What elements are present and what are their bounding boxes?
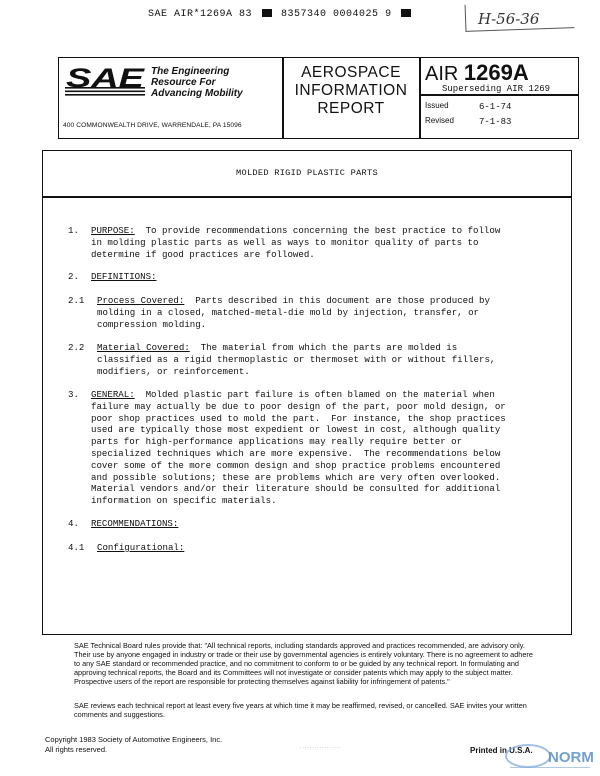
section-heading: GENERAL: xyxy=(91,389,135,400)
section-line: cover some of the more common design and shop practice problems encountered xyxy=(91,459,501,471)
copyright-line: Copyright 1983 Society of Automotive Engineers, Inc. xyxy=(45,735,223,744)
section-line: information on specific materials. xyxy=(91,495,277,507)
black-block-icon xyxy=(262,9,272,17)
copyright-line: All rights reserved. xyxy=(45,745,108,754)
tagline-line: The Engineering xyxy=(151,66,230,77)
section-heading: Material Covered: xyxy=(97,342,190,353)
revised-date: 7-1-83 xyxy=(479,117,512,127)
review-notice: SAE reviews each technical report at least every five years at which time it may be reaffirmed, revised, or cancelled. SAE invites your written comments and suggestions. xyxy=(74,701,527,719)
section-material-covered xyxy=(97,342,495,377)
watermark-text: NORM xyxy=(548,749,594,766)
section-configurational xyxy=(97,542,184,554)
section-line: specialized techniques which are more expensive. The recommendations below xyxy=(91,447,501,459)
sae-logo-text: SAE xyxy=(66,65,146,93)
section-definitions xyxy=(91,271,157,283)
section-line: compression molding. xyxy=(97,318,207,330)
report-type-line: AEROSPACE xyxy=(301,64,401,81)
section-line: Material vendors and/or their literature should be consulted for additional xyxy=(91,483,501,495)
section-general xyxy=(91,389,506,507)
section-line: parts for high-performance applications may really require better or xyxy=(91,436,463,448)
faint-stamp: · · · · · · · · · · · · · · · · · xyxy=(300,745,341,750)
section-line: The material from which the parts are molded is xyxy=(200,342,458,353)
document-title: MOLDED RIGID PLASTIC PARTS xyxy=(236,168,378,178)
header-divider xyxy=(419,94,578,96)
document-number xyxy=(425,60,529,86)
section-line: Molded plastic part failure is often blamed on the material when xyxy=(145,389,495,400)
section-number: 3. xyxy=(68,389,79,400)
section-line: determine if good practices are followed. xyxy=(91,248,315,260)
superseding-note: Superseding AIR 1269 xyxy=(442,84,551,94)
section-number: 2.2 xyxy=(68,342,85,353)
section-recommendations xyxy=(91,518,178,530)
section-line: in molding plastic parts as well as ways to monitor quality of parts to xyxy=(91,236,479,248)
section-heading: Configurational: xyxy=(97,542,185,553)
norm-watermark-logo-icon xyxy=(500,742,595,772)
section-line: used are typically those most expedient or lowest in cost, although quality xyxy=(91,424,501,436)
section-line: and possible solutions; these are problems which are very often overlooked. xyxy=(91,471,501,483)
sae-address: 400 COMMONWEALTH DRIVE, WARRENDALE, PA 15096 xyxy=(63,122,242,129)
section-number: 4.1 xyxy=(68,542,85,553)
printed-in-usa: Printed in U.S.A. xyxy=(470,746,533,755)
section-heading: DEFINITIONS: xyxy=(91,271,157,282)
section-line: molding in a closed, matched-metal-die mold by injection, transfer, or xyxy=(97,306,479,318)
section-line: To provide recommendations concerning the best practice to follow xyxy=(145,225,501,236)
black-block-icon xyxy=(401,9,411,17)
header-divider xyxy=(419,58,421,138)
section-line: classified as a rigid thermoplastic or thermoset with or without fillers, xyxy=(97,353,496,365)
sae-logo-icon xyxy=(65,65,147,97)
technical-board-notice: SAE Technical Board rules provide that: "All technical reports, including standards approved and practices recommended, are advisory only. Their use by anyone engaged in industry or trade or their use by governmental agencies is entirely voluntary. There is no agreement to adhere to any SAE standard or recommended practice, and no commitment to conform to or be guided by any technical report. In formulating and approving technical reports, the Board and its Committees will not investigate or consider patents which may apply to the subject matter. Prospective users of the report are responsible for protecting themselves against liability for infringement of patents." xyxy=(74,641,533,686)
issued-date: 6-1-74 xyxy=(479,102,512,112)
section-line: modifiers, or reinforcement. xyxy=(97,365,250,377)
section-line: poor shop practices used to mold the part. For instance, the shop practices xyxy=(91,412,506,424)
report-type-title xyxy=(284,64,418,118)
title-divider xyxy=(42,196,572,198)
section-number: 2. xyxy=(68,271,79,282)
section-heading: RECOMMENDATIONS: xyxy=(91,518,179,529)
section-number: 4. xyxy=(68,518,79,529)
tagline-line: Resource For xyxy=(151,77,216,88)
handwritten-note: H-56-36 xyxy=(478,10,540,28)
copyright-notice xyxy=(45,735,222,755)
section-heading: PURPOSE: xyxy=(91,225,135,236)
section-process-covered xyxy=(97,295,490,330)
tagline-line: Advancing Mobility xyxy=(151,88,243,99)
section-purpose xyxy=(91,225,500,260)
report-type-line: INFORMATION xyxy=(294,82,408,99)
section-line: Parts described in this document are those produced by xyxy=(195,295,490,306)
document-prefix: AIR xyxy=(425,63,459,85)
issued-label: Issued xyxy=(425,101,449,110)
sae-tagline xyxy=(151,66,243,99)
document-number-value: 1269A xyxy=(463,60,529,85)
revised-label: Revised xyxy=(425,116,454,125)
section-number: 2.1 xyxy=(68,295,85,306)
report-type-line: REPORT xyxy=(317,100,385,117)
section-line: failure may actually be due to poor design of the part, poor mold design, or xyxy=(91,400,506,412)
scan-header-line xyxy=(148,9,414,20)
section-heading: Process Covered: xyxy=(97,295,185,306)
section-number: 1. xyxy=(68,225,79,236)
scan-number-text: 8357340 0004025 9 xyxy=(281,9,392,20)
scan-code-text: SAE AIR*1269A 83 xyxy=(148,9,253,20)
report-header xyxy=(58,57,579,139)
